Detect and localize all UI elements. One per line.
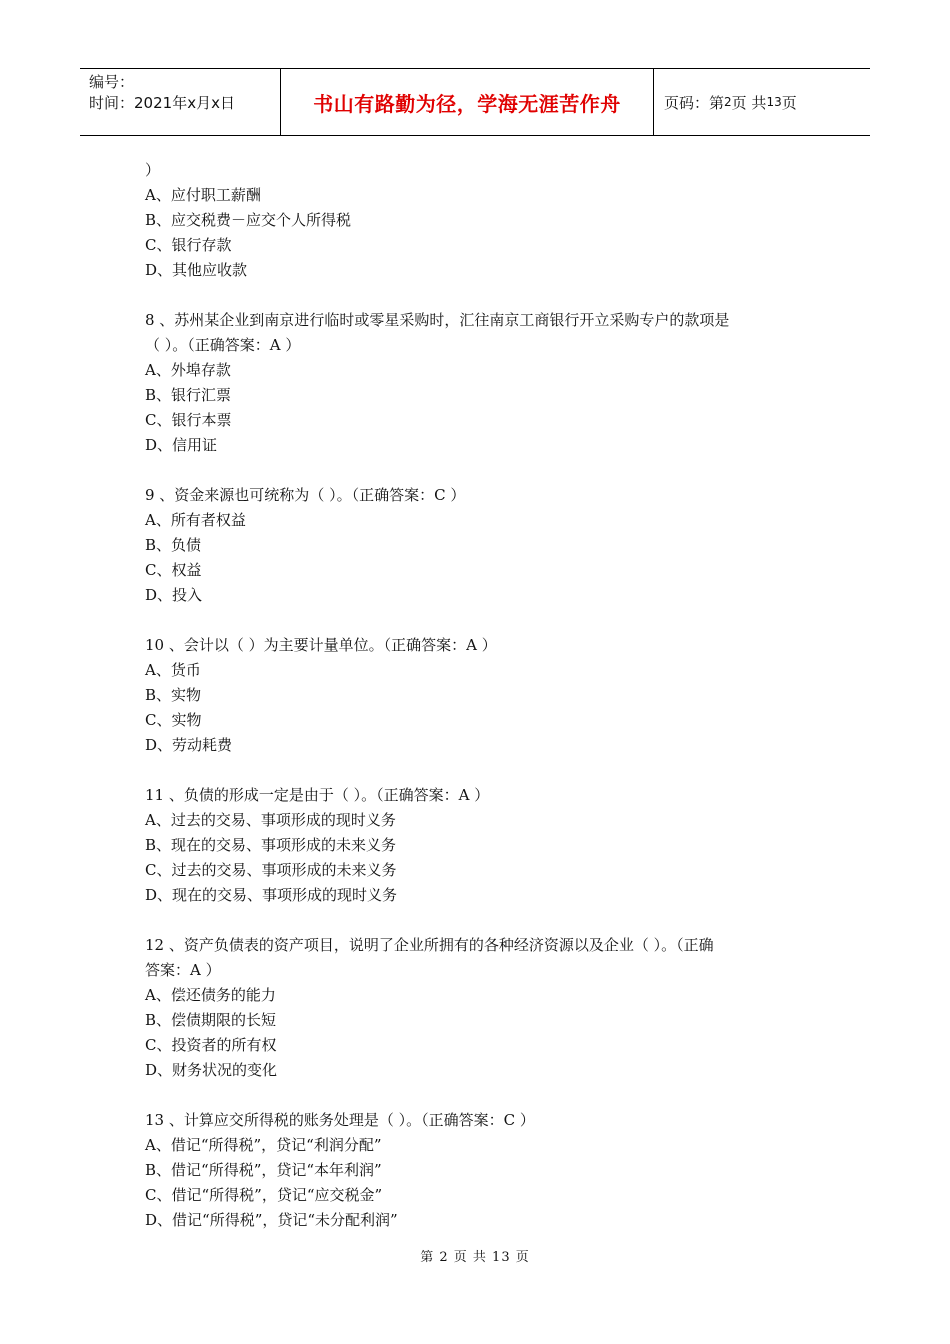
time-label: 时间： xyxy=(89,94,135,112)
answer-option: D、财务状况的变化 xyxy=(145,1061,278,1079)
paragraph-gap xyxy=(145,1083,825,1108)
question-text: 8 、苏州某企业到南京进行临时或零星采购时，汇往南京工商银行开立采购专户的款项是 xyxy=(145,311,730,329)
answer-option: D、投入 xyxy=(145,586,203,604)
question-text: （ ）。（正确答案：A ） xyxy=(145,336,301,354)
page-current: 2 xyxy=(724,95,732,109)
time-value: 2021年x月x日 xyxy=(134,94,235,112)
page-middle: 页 共 xyxy=(731,93,767,112)
answer-option: B、现在的交易、事项形成的未来义务 xyxy=(145,836,397,854)
answer-option: A、应付职工薪酬 xyxy=(145,186,261,204)
header-page-number xyxy=(654,69,870,135)
answer-option: B、负债 xyxy=(145,536,202,554)
answer-option: B、银行汇票 xyxy=(145,386,232,404)
answer-option: B、应交税费－应交个人所得税 xyxy=(145,211,352,229)
answer-option: C、借记“所得税”，贷记“应交税金” xyxy=(145,1186,383,1204)
answer-option: A、外埠存款 xyxy=(145,361,231,379)
question-text: 13 、计算应交所得税的账务处理是（ ）。（正确答案：C ） xyxy=(145,1111,535,1129)
answer-option: B、实物 xyxy=(145,686,202,704)
answer-option: B、借记“所得税”，贷记“本年利润” xyxy=(145,1161,382,1179)
answer-option: A、偿还债务的能力 xyxy=(145,986,276,1004)
answer-option: C、实物 xyxy=(145,711,202,729)
paragraph-gap xyxy=(145,908,825,933)
page-header xyxy=(80,68,870,136)
answer-option: C、过去的交易、事项形成的未来义务 xyxy=(145,861,397,879)
answer-option: A、过去的交易、事项形成的现时义务 xyxy=(145,811,396,829)
paragraph-gap xyxy=(145,758,825,783)
question-body xyxy=(145,158,825,1233)
answer-option: D、其他应收款 xyxy=(145,261,248,279)
answer-option: A、货币 xyxy=(145,661,201,679)
question-text: ） xyxy=(145,161,161,179)
page-footer: 第 2 页 共 13 页 xyxy=(420,1250,530,1265)
time-line xyxy=(89,93,280,114)
header-motto-cell xyxy=(281,69,654,135)
answer-option: C、投资者的所有权 xyxy=(145,1036,277,1054)
question-text: 12 、资产负债表的资产项目，说明了企业所拥有的各种经济资源以及企业（ ）。（正确 xyxy=(145,936,714,954)
answer-option: C、权益 xyxy=(145,561,202,579)
answer-option: B、偿债期限的长短 xyxy=(145,1011,277,1029)
motto: 书山有路勤为径，学海无涯苦作舟 xyxy=(313,91,621,116)
answer-option: C、银行本票 xyxy=(145,411,232,429)
question-text: 10 、会计以（ ）为主要计量单位。（正确答案：A ） xyxy=(145,636,497,654)
page-prefix: 页码：第 xyxy=(664,93,725,112)
header-meta xyxy=(80,69,281,135)
answer-option: D、现在的交易、事项形成的现时义务 xyxy=(145,886,398,904)
paragraph-gap xyxy=(145,458,825,483)
paragraph-gap xyxy=(145,283,825,308)
answer-option: A、所有者权益 xyxy=(145,511,246,529)
page-total: 13 xyxy=(766,95,782,109)
question-text: 9 、资金来源也可统称为（ ）。（正确答案：C ） xyxy=(145,486,466,504)
page-suffix: 页 xyxy=(781,93,797,112)
question-text: 11 、负债的形成一定是由于（ ）。（正确答案：A ） xyxy=(145,786,490,804)
question-text: 答案：A ） xyxy=(145,961,221,979)
answer-option: C、银行存款 xyxy=(145,236,232,254)
answer-option: D、劳动耗费 xyxy=(145,736,233,754)
answer-option: A、借记“所得税”，贷记“利润分配” xyxy=(145,1136,382,1154)
serial-label: 编号： xyxy=(89,73,135,91)
answer-option: D、信用证 xyxy=(145,436,218,454)
paragraph-gap xyxy=(145,608,825,633)
answer-option: D、借记“所得税”，贷记“未分配利润” xyxy=(145,1211,398,1229)
